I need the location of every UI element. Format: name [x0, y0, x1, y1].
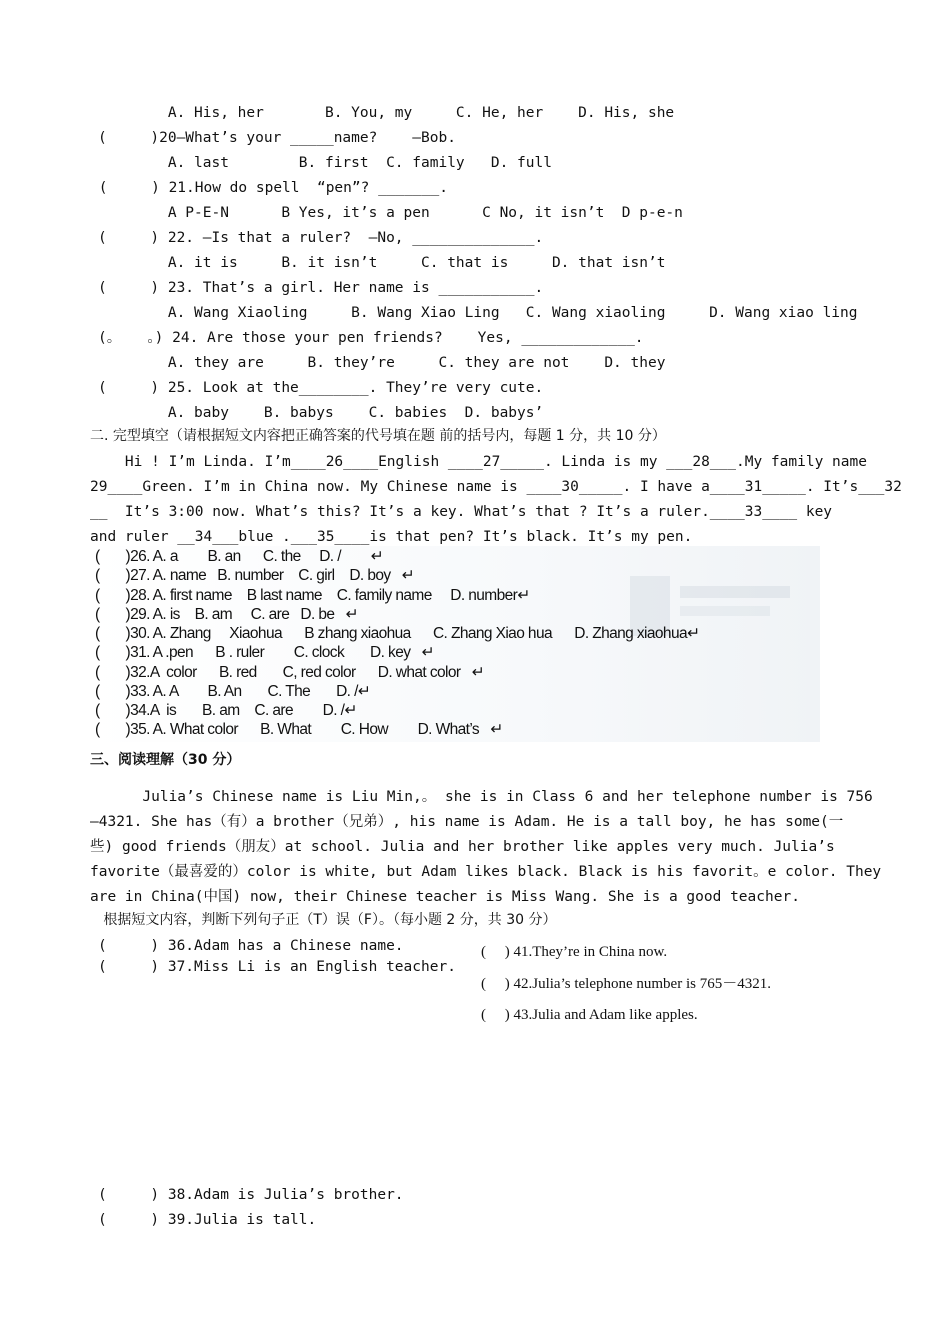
q24-question: (。 。) 24. Are those your pen friends? Yes, _____________. — [98, 330, 644, 346]
q22-options: A. it is B. it isn’t C. that is D. that isn’t — [98, 255, 666, 271]
cloze-option-35: ( )35. A. What color B. What C. How D. What’s ↵ — [95, 721, 503, 738]
cloze-option-30: ( )30. A. Zhang Xiaohua B zhang xiaohua C. Zhang Xiao hua D. Zhang xiaohua↵ — [95, 625, 700, 642]
section2-heading: 二. 完型填空（请根据短文内容把正确答案的代号填在题 前的括号内，每题 1 分，共 10 分） — [90, 428, 666, 444]
q24-options: A. they are B. they’re C. they are not D. they — [98, 355, 666, 371]
tf-36: ( ) 36.Adam has a Chinese name. — [98, 938, 404, 954]
q23-options: A. Wang Xiaoling B. Wang Xiao Ling C. Wang xiaoling D. Wang xiao ling — [98, 305, 858, 321]
cloze-option-33: ( )33. A. A B. An C. The D. /↵ — [95, 683, 371, 700]
cloze-option-32: ( )32.A color B. red C, red color D. what color ↵ — [95, 664, 484, 681]
judge-instruction: 根据短文内容，判断下列句子正（T）误（F）。（每小题 2 分，共 30 分） — [90, 912, 557, 928]
cloze-option-27: ( )27. A. name B. number C. girl D. boy ↵ — [95, 567, 415, 584]
cloze-line-4: and ruler __34___blue .___35____is that pen? It’s black. It’s my pen. — [90, 529, 693, 545]
cloze-option-28: ( )28. A. first name B last name C. family name D. number↵ — [95, 587, 530, 604]
cloze-options-image — [90, 546, 820, 742]
reading-line-4: favorite（最喜爱的）color is white, but Adam likes black. Black is his favorit。e color. They — [90, 864, 882, 880]
q25-question: ( ) 25. Look at the________. They’re very cute. — [98, 380, 544, 396]
tf-42: ( ) 42.Julia’s telephone number is 765－4321. — [481, 976, 771, 992]
cloze-line-2: 29____Green. I’m in China now. My Chinese name is ____30_____. I have a____31_____. It’s___32 — [90, 479, 902, 495]
reading-line-1: Julia’s Chinese name is Liu Min,。 she is in Class 6 and her telephone number is 756 — [90, 789, 873, 805]
cloze-line-1: Hi ! I’m Linda. I’m____26____English ____27_____. Linda is my ___28___.My family name — [90, 454, 867, 470]
tf-41: ( ) 41.They’re in China now. — [481, 944, 668, 960]
tf-37: ( ) 37.Miss Li is an English teacher. — [98, 959, 456, 975]
tf-38: ( ) 38.Adam is Julia’s brother. — [98, 1187, 404, 1203]
cloze-option-34: ( )34.A is B. am C. are D. /↵ — [95, 702, 357, 719]
q21-question: ( ) 21.How do spell “pen”? _______. — [90, 180, 448, 196]
reading-line-5: are in China(中国) now, their Chinese teacher is Miss Wang. She is a good teacher. — [90, 889, 800, 905]
reading-line-2: —4321. She has（有）a brother（兄弟）, his name is Adam. He is a tall boy, he has some(一 — [90, 814, 844, 830]
q25-options: A. baby B. babys C. babies D. babys’ — [98, 405, 544, 421]
q19-options: A. His, her B. You, my C. He, her D. His, she — [98, 105, 675, 121]
q22-question: ( ) 22. —Is that a ruler? —No, ______________. — [98, 230, 544, 246]
q20-options: A. last B. first C. family D. full — [98, 155, 552, 171]
reading-line-3: 些) good friends（朋友）at school. Julia and her brother like apples very much. Julia’s — [90, 839, 835, 855]
cloze-option-26: ( )26. A. a B. an C. the D. / ↵ — [95, 548, 383, 565]
cloze-line-3: __ It’s 3:00 now. What’s this? It’s a key. What’s that ? It’s a ruler.____33____ key — [90, 504, 833, 520]
q23-question: ( ) 23. That’s a girl. Her name is ___________. — [98, 280, 544, 296]
section3-heading: 三、阅读理解（30 分） — [90, 752, 241, 768]
tf-43: ( ) 43.Julia and Adam like apples. — [481, 1007, 698, 1023]
q20-question: ( )20—What’s your _____name? —Bob. — [98, 130, 456, 146]
q21-options: A P-E-N B Yes, it’s a pen C No, it isn’t D p-e-n — [98, 205, 683, 221]
cloze-option-31: ( )31. A .pen B . ruler C. clock D. key ↵ — [95, 644, 434, 661]
tf-39: ( ) 39.Julia is tall. — [98, 1212, 317, 1228]
cloze-option-29: ( )29. A. is B. am C. are D. be ↵ — [95, 606, 358, 623]
